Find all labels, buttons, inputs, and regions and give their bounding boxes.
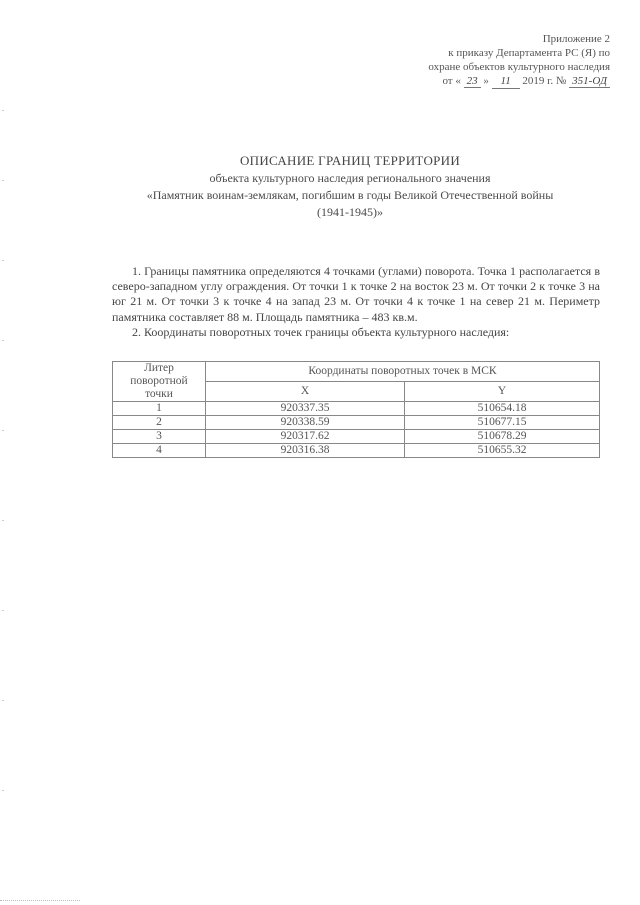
cell-x: 920316.38 [206, 444, 405, 458]
table-row [113, 444, 600, 458]
appendix-header [370, 32, 610, 89]
header-x: X [206, 382, 405, 402]
scan-edge-marks [2, 0, 4, 905]
cell-y: 510677.15 [405, 416, 600, 430]
cell-y: 510654.18 [405, 402, 600, 416]
date-month: 11 [492, 74, 520, 89]
table-row [113, 402, 600, 416]
header-coordinates: Координаты поворотных точек в МСК [206, 362, 600, 382]
date-prefix: от « [442, 75, 461, 87]
cell-x: 920317.62 [206, 430, 405, 444]
scan-artifact [0, 900, 80, 905]
appendix-line-2: к приказу Департамента РС (Я) по [448, 47, 610, 59]
document-body [112, 264, 600, 340]
title-line-4: (1941-1945)» [317, 205, 383, 219]
date-day: 23 [464, 75, 481, 88]
paragraph-boundaries: 1. Границы памятника определяются 4 точками (углами) поворота. Точка 1 располагается в северо-западном углу ограждения. От точки 1 к точке 2 на восток 23 м. От точки 2 к точке 3 на юг 21 м. От точки 3 к точке 4 на запад 23 м. От точки 4 к точке 1 на север 21 м. Периметр памятника составляет 88 м. Площадь памятника – 483 кв.м. [112, 264, 600, 324]
header-point: Литер поворотной точки [113, 362, 206, 402]
cell-point: 3 [113, 430, 206, 444]
cell-y: 510678.29 [405, 430, 600, 444]
table-row [113, 430, 600, 444]
cell-point: 2 [113, 416, 206, 430]
date-mid: » [483, 75, 489, 87]
coordinates-table [112, 361, 600, 458]
cell-x: 920338.59 [206, 416, 405, 430]
cell-point: 1 [113, 402, 206, 416]
document-title-block [100, 152, 600, 220]
title-line-2: объекта культурного наследия регионального значения [209, 171, 491, 185]
header-y: Y [405, 382, 600, 402]
appendix-line-3: охране объектов культурного наследия [428, 61, 610, 73]
paragraph-coordinates-intro: 2. Координаты поворотных точек границы объекта культурного наследия: [132, 324, 510, 339]
table-row [113, 416, 600, 430]
title-line-3: «Памятник воинам-землякам, погибшим в годы Великой Отечественной войны [146, 188, 554, 202]
document-title: ОПИСАНИЕ ГРАНИЦ ТЕРРИТОРИИ [239, 153, 461, 168]
cell-x: 920337.35 [206, 402, 405, 416]
cell-point: 4 [113, 444, 206, 458]
appendix-line-1: Приложение 2 [542, 33, 610, 45]
order-number: 351-ОД [569, 75, 610, 88]
table-header-row [113, 362, 600, 382]
appendix-date-line [370, 74, 610, 89]
date-year: 2019 г. № [522, 75, 567, 87]
cell-y: 510655.32 [405, 444, 600, 458]
